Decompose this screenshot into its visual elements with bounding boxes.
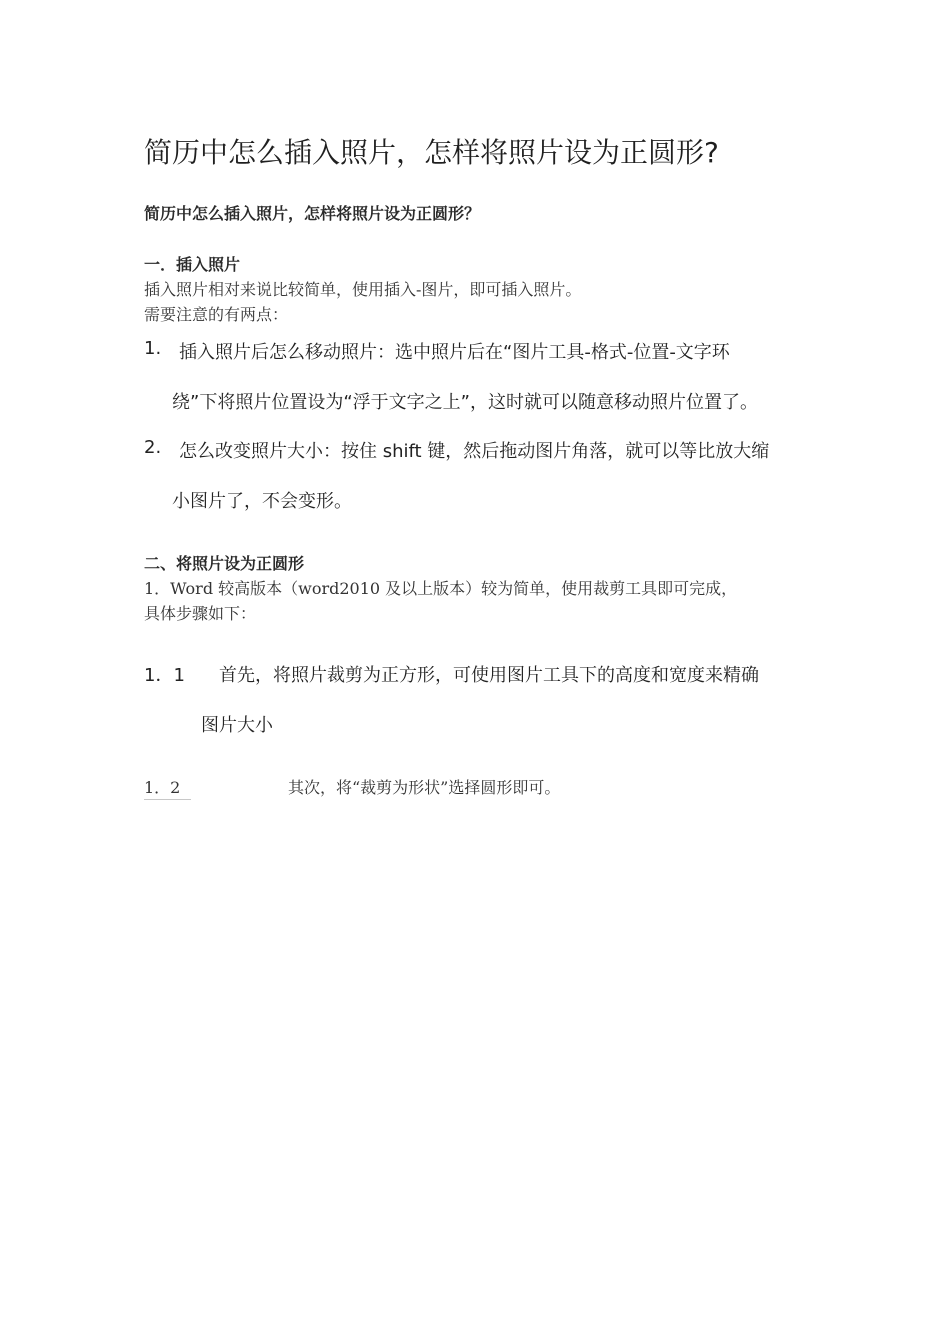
page-title: 简历中怎么插入照片，怎样将照片设为正圆形?: [144, 136, 719, 169]
section1-intro: 插入照片相对来说比较简单，使用插入-图片，即可插入照片。: [144, 280, 582, 299]
step-text: 其次，将“裁剪为形状”选择圆形即可。: [288, 778, 561, 797]
list-item-number: 2.: [144, 437, 162, 458]
list-item-number: 1.: [144, 338, 162, 359]
list-item-text: 怎么改变照片大小：按住 shift 键，然后拖动图片角落，就可以等比放大缩: [179, 441, 770, 462]
list-item-text-continued: 绕”下将照片位置设为“浮于文字之上”，这时就可以随意移动照片位置了。: [172, 392, 758, 413]
section1-note: 需要注意的有两点：: [144, 305, 289, 324]
section-heading-round-photo: 二、将照片设为正圆形: [144, 554, 305, 573]
step-text: 首先，将照片裁剪为正方形，可使用图片工具下的高度和宽度来精确: [219, 665, 759, 686]
page-subtitle: 简历中怎么插入照片，怎样将照片设为正圆形？: [144, 204, 481, 223]
list-item-text-continued: 小图片了，不会变形。: [172, 491, 352, 512]
list-item-text: 插入照片后怎么移动照片：选中照片后在“图片工具-格式-位置-文字环: [179, 342, 730, 363]
section2-intro-continued: 具体步骤如下：: [144, 604, 257, 623]
step-number: 1．2: [144, 775, 191, 800]
section-heading-insert-photo: 一．插入照片: [144, 255, 241, 274]
section2-intro: 1．Word 较高版本（word2010 及以上版本）较为简单，使用裁剪工具即可完成，: [144, 579, 738, 598]
step-text-continued: 图片大小: [201, 715, 273, 736]
step-number: 1．1: [144, 665, 185, 686]
